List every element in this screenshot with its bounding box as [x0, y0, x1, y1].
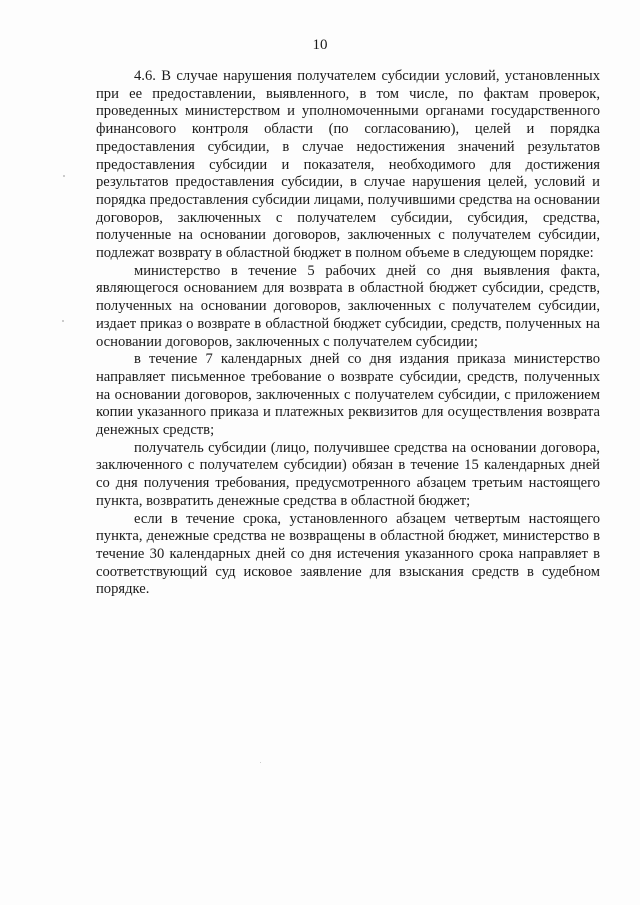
- document-body: [96, 68, 600, 599]
- scan-artifact: [260, 762, 261, 763]
- paragraph-court-claim: если в течение срока, установленного абзацем четвертым настоящего пункта, денежные средства не возвращены в областной бюджет, министерство в течение 30 календарных дней со дня истечения указанного срока направляет в соответствующий суд исковое заявление для взыскания средств в судебном порядке.: [96, 510, 600, 598]
- paragraph-ministry-order: министерство в течение 5 рабочих дней со дня выявления факта, являющегося основанием для возврата в областной бюджет субсидии, средств, полученных на основании договоров, заключенных с получателем субсидии, издает приказ о возврате в областной бюджет субсидии, средств, полученных на основании договоров, заключенных с получателем субсидии;: [96, 262, 600, 350]
- page-number: 10: [312, 37, 328, 53]
- scan-artifact: [63, 175, 65, 177]
- scan-artifact: [62, 320, 64, 322]
- paragraph-recipient-obligation: получатель субсидии (лицо, получившее средства на основании договора, заключенного с получателем субсидии) обязан в течение 15 календарных дней со дня получения требования, предусмотренного абзацем третьим настоящего пункта, возвратить денежные средства в областной бюджет;: [96, 439, 600, 509]
- paragraph-4-6-intro: 4.6. В случае нарушения получателем субсидии условий, установленных при ее предоставлении, выявленного, в том числе, по фактам проверок, проведенных министерством и уполномоченными органами государственного финансового контроля области (по согласованию), целей и порядка предоставления субсидии, в случае недостижения значений результатов предоставления субсидии и показателя, необходимого для достижения результатов предоставления субсидии, в случае нарушения целей, условий и порядка предоставления субсидии лицами, получившими средства на основании договоров, заключенных с получателем субсидии, субсидия, средства, полученные на основании договоров, заключенных с получателем субсидии, подлежат возврату в областной бюджет в полном объеме в следующем порядке:: [96, 68, 600, 262]
- paragraph-written-demand: в течение 7 календарных дней со дня издания приказа министерство направляет письменное требование о возврате субсидии, средств, полученных на основании договоров, заключенных с получателем субсидии, с приложением копии указанного приказа и платежных реквизитов для осуществления возврата денежных средств;: [96, 351, 600, 439]
